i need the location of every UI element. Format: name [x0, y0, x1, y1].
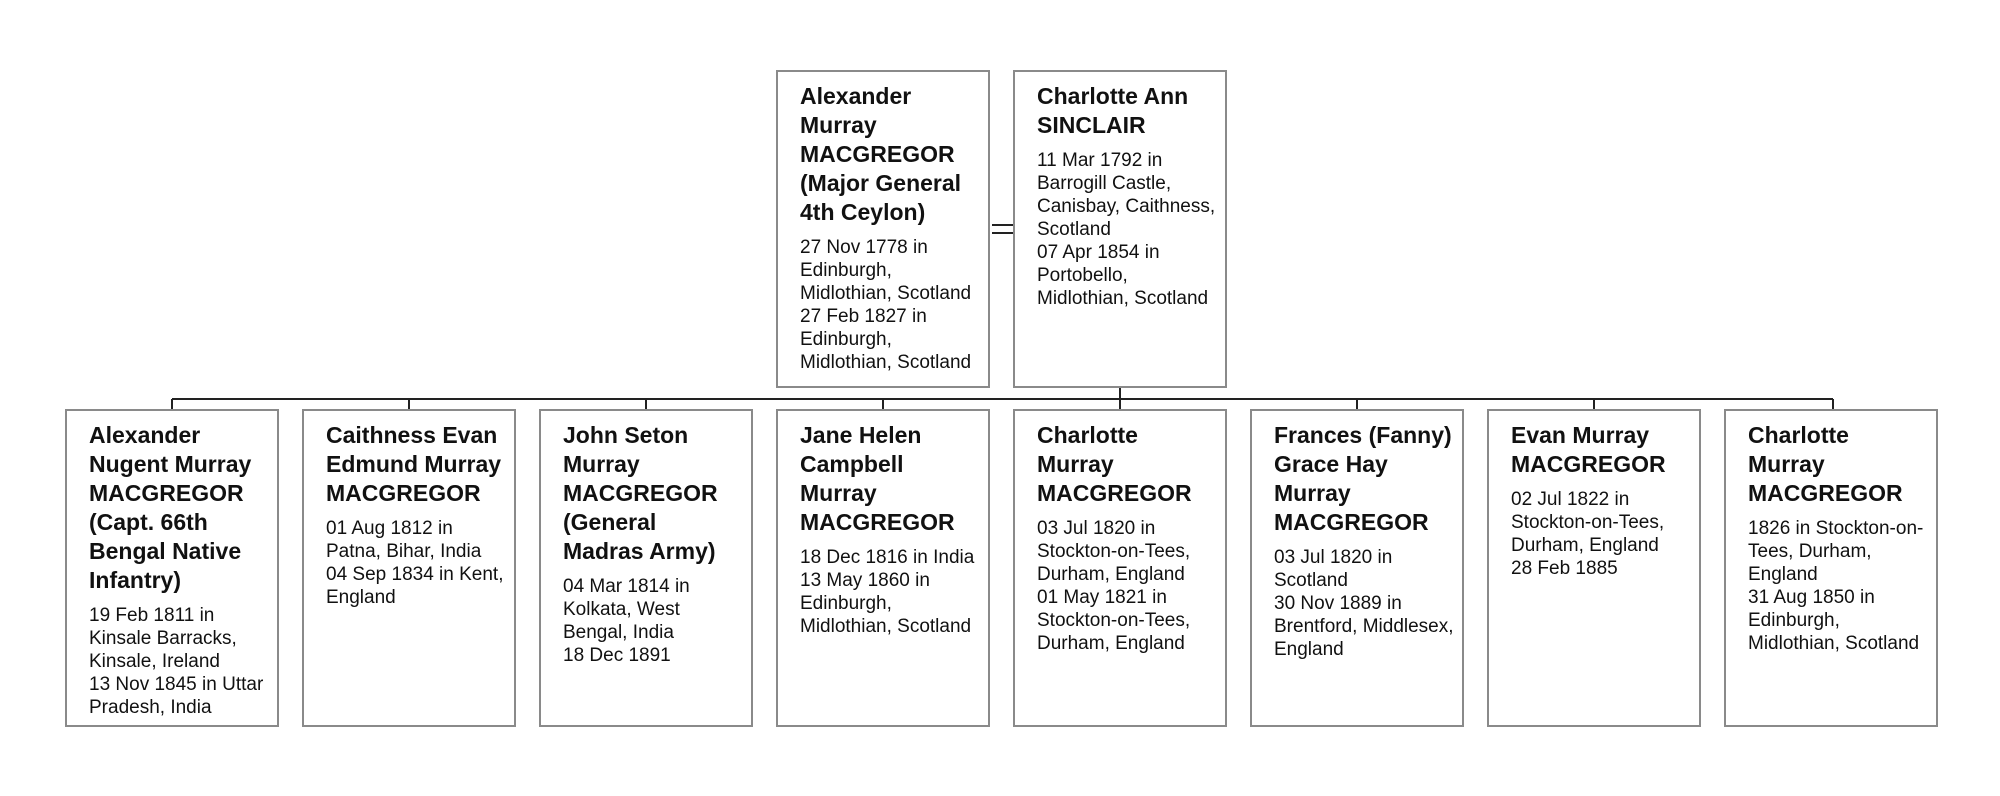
person-death: 13 May 1860 in Edinburgh, Midlothian, Scotland	[800, 570, 972, 637]
person-death: 30 Nov 1889 in Brentford, Middlesex, England	[1274, 593, 1454, 660]
person-name: Alexander Nugent Murray MACGREGOR (Capt. 66th Bengal Native Infantry)	[89, 422, 252, 593]
person-name: Jane Helen Campbell Murray MACGREGOR	[800, 422, 955, 535]
person-birth: 27 Nov 1778 in Edinburgh, Midlothian, Scotland	[800, 237, 972, 304]
person-name: Charlotte Ann SINCLAIR	[1037, 83, 1189, 138]
person-death: 18 Dec 1891	[563, 645, 671, 666]
person-box-child[interactable]	[1013, 409, 1227, 727]
person-death: 31 Aug 1850 in Edinburgh, Midlothian, Scotland	[1748, 587, 1920, 654]
person-birth: 02 Jul 1822 in Stockton-on-Tees, Durham, England	[1511, 489, 1665, 556]
person-name: Evan Murray MACGREGOR	[1511, 422, 1666, 477]
person-birth: 18 Dec 1816 in India	[800, 547, 975, 568]
person-birth: 04 Mar 1814 in Kolkata, West Bengal, India	[563, 576, 690, 643]
person-name: Charlotte Murray MACGREGOR	[1037, 422, 1192, 506]
person-death: 01 May 1821 in Stockton-on-Tees, Durham, England	[1037, 587, 1191, 654]
person-death: 28 Feb 1885	[1511, 558, 1618, 579]
person-box-child[interactable]	[302, 409, 516, 727]
person-birth: 1826 in Stockton-on-Tees, Durham, England	[1748, 518, 1924, 585]
person-death: 27 Feb 1827 in Edinburgh, Midlothian, Scotland	[800, 306, 972, 373]
person-name: Alexander Murray MACGREGOR (Major General 4th Ceylon)	[800, 83, 962, 225]
person-box-father[interactable]	[776, 70, 990, 388]
person-name: Caithness Evan Edmund Murray MACGREGOR	[326, 422, 502, 506]
person-death: 13 Nov 1845 in Uttar Pradesh, India	[89, 674, 264, 718]
person-name: Frances (Fanny) Grace Hay Murray MACGREGOR	[1274, 422, 1452, 535]
person-name: Charlotte Murray MACGREGOR	[1748, 422, 1903, 506]
person-box-child[interactable]	[539, 409, 753, 727]
person-box-child[interactable]	[1724, 409, 1938, 727]
person-birth: 03 Jul 1820 in Scotland	[1274, 547, 1393, 591]
person-death: 04 Sep 1834 in Kent, England	[326, 564, 504, 608]
person-box-child[interactable]	[65, 409, 279, 727]
person-box-child[interactable]	[1250, 409, 1464, 727]
person-birth: 11 Mar 1792 in Barrogill Castle, Canisbay, Caithness, Scotland	[1037, 150, 1216, 240]
person-birth: 01 Aug 1812 in Patna, Bihar, India	[326, 518, 482, 562]
person-birth: 03 Jul 1820 in Stockton-on-Tees, Durham, England	[1037, 518, 1191, 585]
person-box-child[interactable]	[1487, 409, 1701, 727]
person-death: 07 Apr 1854 in Portobello, Midlothian, Scotland	[1037, 242, 1209, 309]
person-birth: 19 Feb 1811 in Kinsale Barracks, Kinsale, Ireland	[89, 605, 237, 672]
person-name: John Seton Murray MACGREGOR (General Madras Army)	[563, 422, 718, 564]
person-box-mother[interactable]	[1013, 70, 1227, 388]
person-box-child[interactable]	[776, 409, 990, 727]
